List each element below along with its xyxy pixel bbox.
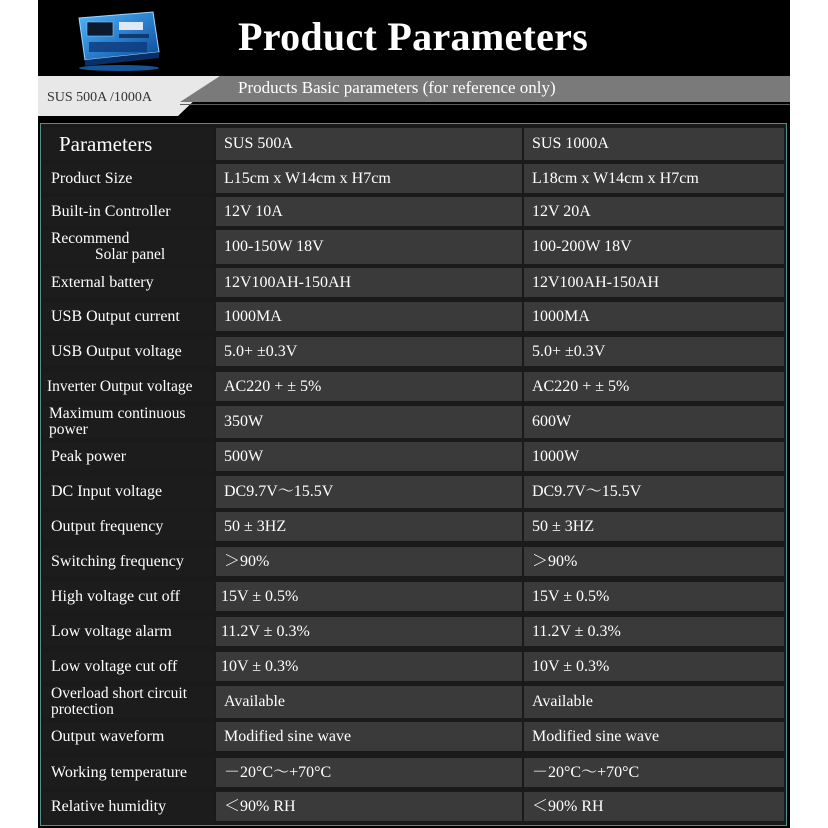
table-row — [41, 162, 786, 195]
table-row — [41, 228, 786, 266]
value-sus1000a: 600W — [524, 406, 784, 438]
table-row — [41, 650, 786, 683]
table-row — [41, 615, 786, 648]
divider — [180, 104, 790, 105]
row-label: External battery — [43, 268, 214, 297]
row-label — [43, 230, 214, 264]
header-parameters: Parameters — [43, 128, 214, 160]
value-sus1000a: 12V100AH-150AH — [524, 268, 784, 297]
row-label: USB Output voltage — [43, 337, 214, 366]
value-sus1000a: 1000W — [524, 442, 784, 471]
table-row — [41, 510, 786, 543]
row-label: Switching frequency — [43, 547, 214, 576]
row-label — [43, 686, 214, 718]
subtitle: Products Basic parameters (for reference only) — [238, 78, 556, 97]
page-title: Product Parameters — [238, 14, 589, 59]
row-label — [43, 406, 214, 438]
row-label: Relative humidity — [43, 792, 214, 821]
value-sus1000a: 50 ± 3HZ — [524, 512, 784, 541]
row-label: Built-in Controller — [43, 197, 214, 226]
value-sus500a: Available — [216, 686, 522, 718]
table-row — [41, 370, 786, 403]
value-sus500a: DC9.7V～15.5V — [216, 476, 522, 508]
value-sus1000a: 100-200W 18V — [524, 230, 784, 264]
page — [38, 0, 790, 828]
table-row — [41, 266, 786, 299]
row-label: Low voltage cut off — [43, 652, 214, 681]
value-sus1000a: Modified sine wave — [524, 722, 784, 751]
table-row — [41, 404, 786, 440]
row-label: Low voltage alarm — [43, 617, 214, 646]
row-label-line1: Recommend — [51, 230, 130, 247]
value-sus1000a: 10V ± 0.3% — [524, 652, 784, 681]
value-sus500a: 15V ± 0.5% — [216, 582, 522, 611]
table-row — [41, 195, 786, 228]
value-sus500a: 12V 10A — [216, 197, 522, 226]
table-row — [41, 580, 786, 613]
row-label: Peak power — [43, 442, 214, 471]
value-sus500a: 1000MA — [216, 302, 522, 331]
row-label: High voltage cut off — [43, 582, 214, 611]
value-sus500a: －20°C～+70°C — [216, 758, 522, 787]
table-row — [41, 440, 786, 473]
value-sus500a: 500W — [216, 442, 522, 471]
row-label: Product Size — [43, 164, 214, 193]
value-sus1000a: 15V ± 0.5% — [524, 582, 784, 611]
value-sus500a: 12V100AH-150AH — [216, 268, 522, 297]
row-label: Output waveform — [43, 722, 214, 751]
value-sus1000a: ＜90% RH — [524, 792, 784, 821]
table-row — [41, 720, 786, 753]
value-sus1000a: 1000MA — [524, 302, 784, 331]
model-label: SUS 500A /1000A — [47, 90, 153, 105]
value-sus1000a: 11.2V ± 0.3% — [524, 617, 784, 646]
value-sus500a: 10V ± 0.3% — [216, 652, 522, 681]
row-label-line1: Maximum continuous — [49, 405, 186, 422]
value-sus500a: 350W — [216, 406, 522, 438]
value-sus1000a: L18cm x W14cm x H7cm — [524, 164, 784, 193]
value-sus1000a: ＞90% — [524, 547, 784, 576]
value-sus1000a: 5.0+ ±0.3V — [524, 337, 784, 366]
row-label: USB Output current — [43, 302, 214, 331]
value-sus500a: 5.0+ ±0.3V — [216, 337, 522, 366]
value-sus1000a: 12V 20A — [524, 197, 784, 226]
table-header-row — [41, 126, 786, 162]
table-row — [41, 684, 786, 720]
table-row — [41, 300, 786, 333]
table-row — [41, 474, 786, 510]
row-label-line2: power — [49, 421, 88, 438]
parameters-table — [40, 123, 787, 826]
value-sus500a: L15cm x W14cm x H7cm — [216, 164, 522, 193]
header-sus1000a: SUS 1000A — [524, 128, 784, 160]
header-sus500a: SUS 500A — [216, 128, 522, 160]
table-row — [41, 756, 786, 789]
value-sus500a: 50 ± 3HZ — [216, 512, 522, 541]
value-sus1000a: －20°C～+70°C — [524, 758, 784, 787]
value-sus1000a: DC9.7V～15.5V — [524, 476, 784, 508]
value-sus1000a: Available — [524, 686, 784, 718]
table-row — [41, 790, 786, 823]
row-label-line2: Solar panel — [95, 246, 166, 263]
row-label: DC Input voltage — [43, 476, 214, 508]
row-label: Working temperature — [43, 758, 214, 787]
row-label-line1: Overload short circuit — [51, 685, 188, 702]
value-sus1000a: AC220 + ± 5% — [524, 372, 784, 401]
value-sus500a: 11.2V ± 0.3% — [216, 617, 522, 646]
row-label: Output frequency — [43, 512, 214, 541]
table-row — [41, 545, 786, 578]
value-sus500a: Modified sine wave — [216, 722, 522, 751]
inverter-product-image — [73, 8, 163, 73]
value-sus500a: ＞90% — [216, 547, 522, 576]
header — [38, 0, 790, 118]
value-sus500a: ＜90% RH — [216, 792, 522, 821]
value-sus500a: 100-150W 18V — [216, 230, 522, 264]
table-row — [41, 335, 786, 368]
row-label: Inverter Output voltage — [43, 372, 214, 401]
row-label-line2: protection — [51, 701, 114, 718]
value-sus500a: AC220 + ± 5% — [216, 372, 522, 401]
